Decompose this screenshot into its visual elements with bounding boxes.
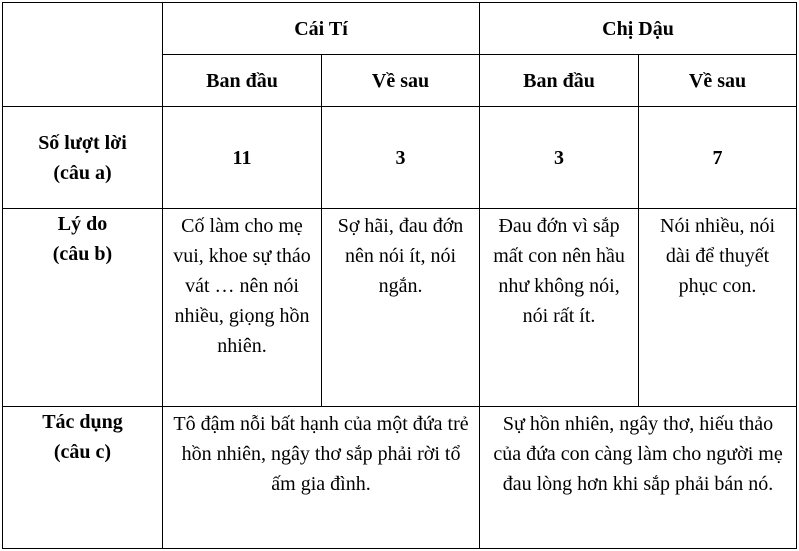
subcol-header-chi-dau-ban-dau: Ban đầu <box>480 55 639 107</box>
reason-cell <box>322 209 480 407</box>
reason-cell <box>639 209 797 407</box>
reason-text: Đau đớn vì sắp mất con nên hầu như không nói, nói rất ít. <box>493 215 625 327</box>
corner-cell <box>3 3 163 107</box>
effect-text: Tô đậm nỗi bất hạnh của một đứa trẻ hồn nhiên, ngây thơ sắp phải rời tổ ấm gia đình. <box>173 413 469 495</box>
row-ly-do <box>3 209 797 407</box>
header-row-groups <box>3 3 797 55</box>
value-cell: 11 <box>163 107 322 209</box>
value-cell: 3 <box>322 107 480 209</box>
reason-text: Sợ hãi, đau đớn nên nói ít, nói ngắn. <box>337 215 464 297</box>
subcol-header-cai-ti-ban-dau: Ban đầu <box>163 55 322 107</box>
effect-cell-cai-ti <box>163 407 480 549</box>
effect-text: Sự hồn nhiên, ngây thơ, hiếu thảo của đứa con càng làm cho người mẹ đau lòng hơn khi sắp phải bán nó. <box>493 413 783 495</box>
comparison-table <box>2 2 797 549</box>
row-header-label: Tác dụng <box>42 411 123 433</box>
group-header-cai-ti: Cái Tí <box>163 3 480 55</box>
row-header-label: Lý do <box>57 213 108 235</box>
value-cell: 7 <box>639 107 797 209</box>
subcol-header-chi-dau-ve-sau: Về sau <box>639 55 797 107</box>
group-header-chi-dau: Chị Dậu <box>480 3 797 55</box>
row-header-label: Số lượt lời <box>38 131 127 154</box>
reason-cell <box>480 209 639 407</box>
row-header-sublabel: (câu c) <box>53 441 112 463</box>
reason-text: Nói nhiều, nói dài để thuyết phục con. <box>660 215 776 297</box>
row-header-sublabel: (câu b) <box>52 243 113 265</box>
row-tac-dung <box>3 407 797 549</box>
value-cell: 3 <box>480 107 639 209</box>
effect-cell-chi-dau <box>480 407 797 549</box>
row-header-so-luot-loi <box>3 107 163 209</box>
reason-cell <box>163 209 322 407</box>
row-header-ly-do <box>3 209 163 407</box>
row-so-luot-loi <box>3 107 797 209</box>
reason-text: Cố làm cho mẹ vui, khoe sự tháo vát … nên nói nhiều, giọng hồn nhiên. <box>173 215 311 357</box>
row-header-sublabel: (câu a) <box>53 161 112 184</box>
row-header-tac-dung <box>3 407 163 549</box>
subcol-header-cai-ti-ve-sau: Về sau <box>322 55 480 107</box>
